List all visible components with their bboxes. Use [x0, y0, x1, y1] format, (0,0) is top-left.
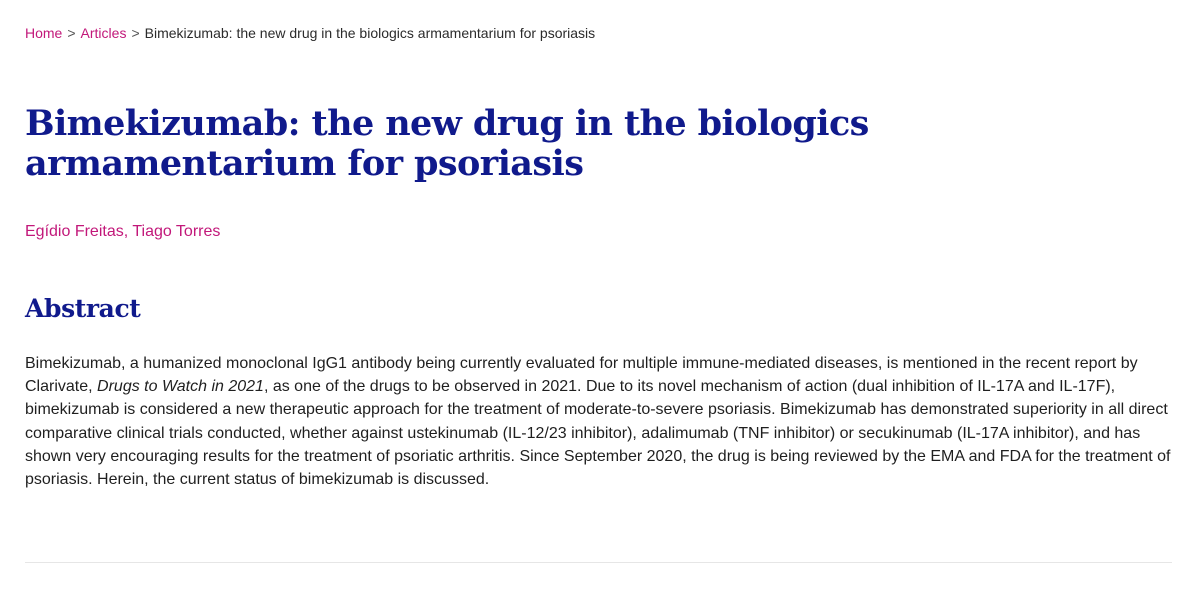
- breadcrumb-home-link[interactable]: Home: [25, 25, 63, 41]
- breadcrumb: [25, 24, 595, 42]
- breadcrumb-separator: >: [131, 25, 140, 41]
- breadcrumb-separator: >: [67, 25, 76, 41]
- section-divider: [25, 562, 1172, 563]
- abstract-text-part: Bimekizumab, a humanized monoclonal IgG1 antibody being currently evaluated for multiple immune-mediated diseases, is mentioned in the recent report by Clarivate,: [25, 355, 1138, 396]
- article-title: Bimekizumab: the new drug in the biologics armamentarium for psoriasis: [25, 103, 869, 184]
- breadcrumb-current: Bimekizumab: the new drug in the biologics armamentarium for psoriasis: [144, 25, 596, 41]
- author-list: [25, 222, 220, 242]
- author-link[interactable]: Tiago Torres: [132, 223, 221, 240]
- breadcrumb-articles-link[interactable]: Articles: [80, 25, 127, 41]
- abstract-text-part: , as one of the drugs to be observed in 2021. Due to its novel mechanism of action (dual inhibition of IL-17A and IL-17F), bimekizumab is considered a new therapeutic approach for the treatment of moderate-to-severe psoriasis. Bimekizumab has demonstrated superiority in all direct comparative clinical trials conducted, whether against ustekinumab (IL-12/23 inhibitor), adalimumab (TNF inhibitor) or secukinumab (IL-17A inhibitor), and has shown very encouraging results for the treatment of psoriatic arthritis. Since September 2020, the drug is being reviewed by the EMA and FDA for the treatment of psoriasis. Herein, the current status of bimekizumab is discussed.: [25, 378, 1171, 489]
- report-title: Drugs to Watch in 2021: [97, 378, 264, 396]
- abstract-heading: Abstract: [25, 294, 141, 323]
- author-separator: ,: [123, 223, 133, 240]
- abstract-text: [25, 352, 1175, 491]
- author-link[interactable]: Egídio Freitas: [25, 223, 124, 240]
